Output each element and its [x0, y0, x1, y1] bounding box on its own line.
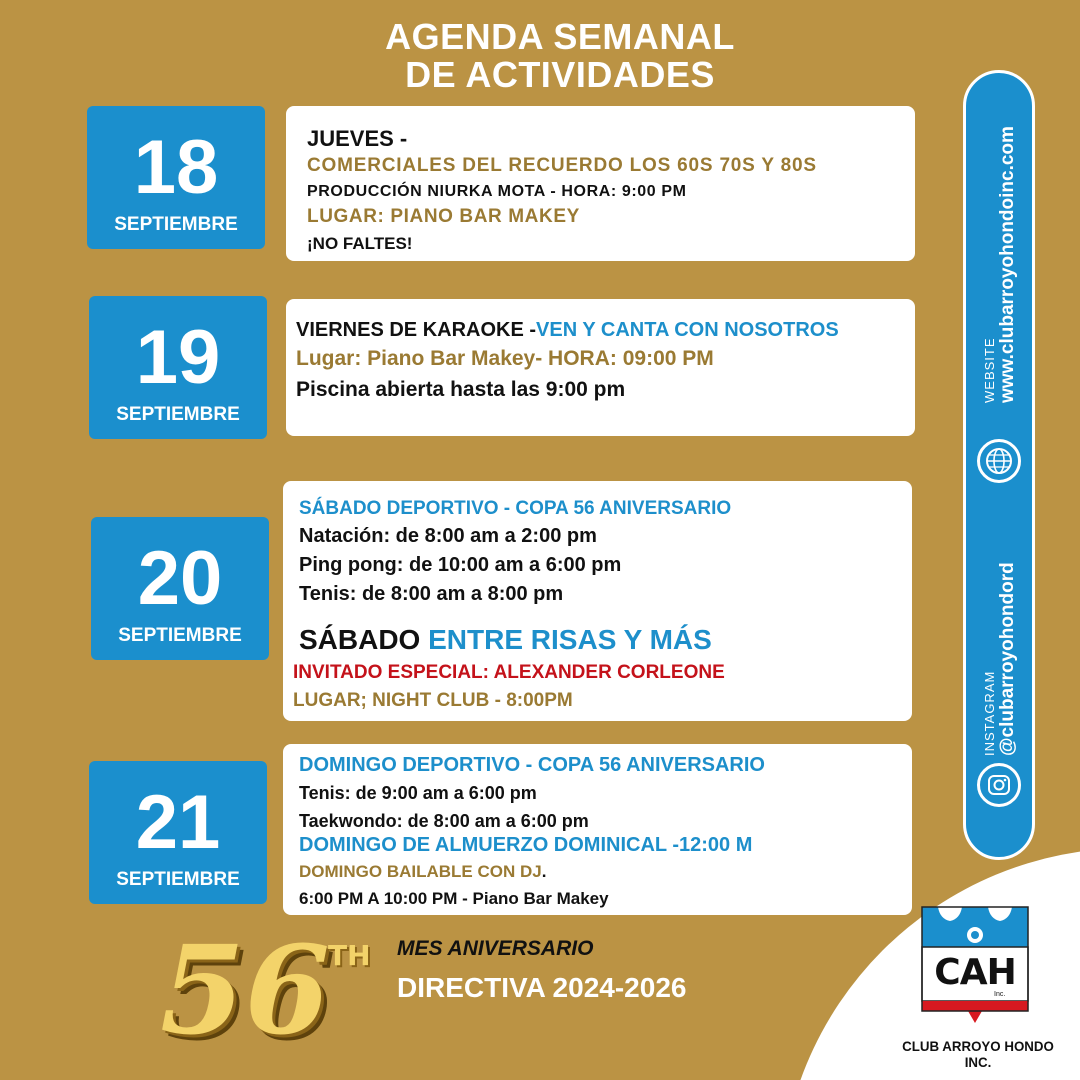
- event-line: 6:00 PM A 10:00 PM - Piano Bar Makey: [299, 889, 609, 908]
- website-text[interactable]: [982, 126, 1019, 403]
- globe-icon: [977, 439, 1021, 483]
- event-line: [299, 624, 712, 656]
- event-subtitle: ENTRE RISAS Y MÁS: [428, 624, 712, 655]
- instagram-label: INSTAGRAM: [982, 670, 997, 756]
- date-month: SEPTIEMBRE: [116, 404, 240, 425]
- date-month: SEPTIEMBRE: [114, 214, 238, 235]
- date-box-18: [87, 106, 265, 249]
- date-day: 19: [135, 315, 221, 400]
- date-box-20: [91, 517, 269, 660]
- anniversary-56: [160, 918, 380, 1062]
- instagram-text[interactable]: [982, 562, 1019, 756]
- event-card-18: [286, 106, 915, 261]
- date-month: SEPTIEMBRE: [116, 869, 240, 890]
- instagram-handle[interactable]: @clubarroyohondord: [997, 562, 1018, 756]
- event-line: INVITADO ESPECIAL: ALEXANDER CORLEONE: [293, 662, 725, 683]
- event-line: [296, 319, 839, 342]
- event-line: PRODUCCIÓN NIURKA MOTA - HORA: 9:00 PM: [307, 183, 687, 200]
- title-line-2: DE ACTIVIDADES: [405, 54, 715, 95]
- event-line: Taekwondo: de 8:00 am a 6:00 pm: [299, 811, 589, 831]
- event-card-19: [286, 299, 915, 436]
- event-card-21: [283, 744, 912, 915]
- event-title: DOMINGO BAILABLE CON DJ: [299, 862, 542, 881]
- event-line: COMERCIALES DEL RECUERDO LOS 60S 70S Y 80S: [307, 155, 817, 176]
- date-day: 20: [137, 536, 223, 621]
- event-line: DOMINGO DE ALMUERZO DOMINICAL -12:00 M: [299, 834, 753, 856]
- event-line: Tenis: de 8:00 am a 8:00 pm: [299, 583, 564, 605]
- mes-aniversario: MES ANIVERSARIO: [397, 937, 594, 960]
- title-line-1: AGENDA SEMANAL: [385, 16, 735, 57]
- event-line: SÁBADO DEPORTIVO - COPA 56 ANIVERSARIO: [299, 498, 732, 519]
- instagram-icon: [977, 763, 1021, 807]
- event-title: SÁBADO: [299, 624, 421, 655]
- website-url[interactable]: www.clubarroyohondoinc.com: [997, 126, 1018, 403]
- website-label: WEBSITE: [982, 337, 997, 403]
- date-day: 18: [133, 125, 219, 210]
- event-line: JUEVES -: [307, 126, 408, 151]
- event-line: Piscina abierta hasta las 9:00 pm: [296, 378, 626, 401]
- logo-text: CAH: [934, 952, 1016, 993]
- club-name: CLUB ARROYO HONDO INC.: [902, 1038, 1054, 1070]
- date-day: 21: [135, 780, 221, 865]
- event-line: LUGAR; NIGHT CLUB - 8:00PM: [293, 690, 573, 711]
- event-line: DOMINGO DEPORTIVO - COPA 56 ANIVERSARIO: [299, 754, 765, 776]
- event-card-20: [283, 481, 912, 721]
- date-box-21: [89, 761, 267, 904]
- event-line: Tenis: de 9:00 am a 6:00 pm: [299, 783, 537, 803]
- event-line: [299, 862, 546, 882]
- anniversary-suffix: TH: [328, 939, 371, 972]
- event-punct: .: [541, 862, 547, 881]
- contact-sidebar: [963, 70, 1035, 860]
- event-title: VIERNES DE KARAOKE -: [296, 319, 537, 341]
- event-subtitle: VEN Y CANTA CON NOSOTROS: [536, 319, 839, 341]
- date-box-19: [89, 296, 267, 439]
- date-month: SEPTIEMBRE: [118, 625, 242, 646]
- logo-sub: Inc.: [994, 991, 1006, 998]
- event-line: Ping pong: de 10:00 am a 6:00 pm: [299, 554, 622, 576]
- event-line: LUGAR: PIANO BAR MAKEY: [307, 206, 580, 227]
- directiva: DIRECTIVA 2024-2026: [397, 972, 687, 1003]
- event-line: ¡NO FALTES!: [307, 234, 413, 253]
- event-line: Lugar: Piano Bar Makey- HORA: 09:00 PM: [296, 347, 714, 370]
- club-logo: [920, 905, 1030, 1030]
- anniversary-number: 56: [160, 918, 330, 1062]
- event-line: Natación: de 8:00 am a 2:00 pm: [299, 525, 597, 547]
- page-title: [260, 18, 860, 94]
